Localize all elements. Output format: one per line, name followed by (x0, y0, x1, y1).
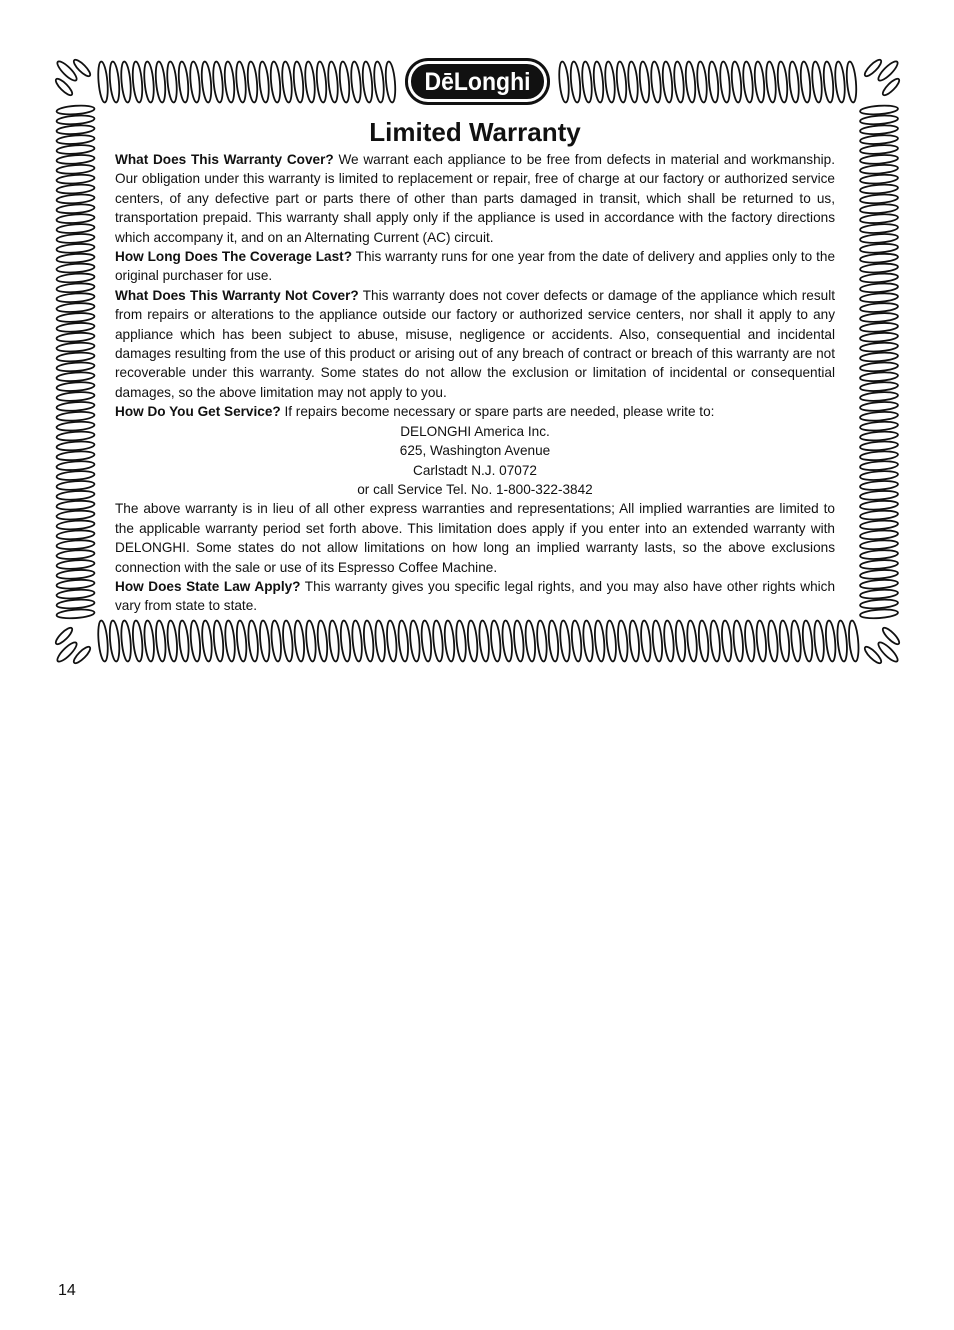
section-body: This warranty runs for one year from the date of delivery and applies only to the original purchaser for use. (115, 249, 835, 284)
border-loop-left (56, 569, 94, 580)
border-loop-left (56, 253, 94, 264)
border-loop-right (860, 549, 898, 560)
border-loop-top (788, 61, 800, 103)
section-state-law (115, 577, 835, 616)
border-loop-left (56, 154, 94, 165)
section-exclusions (115, 286, 835, 402)
border-loop-bottom (744, 620, 756, 662)
border-loop-bottom (201, 620, 213, 662)
border-loop-top (558, 61, 570, 103)
section-coverage-duration (115, 247, 835, 286)
border-loop-bottom (131, 620, 143, 662)
border-loop-bottom (420, 620, 432, 662)
border-loop-bottom (270, 620, 282, 662)
border-loop-right (860, 510, 898, 521)
border-loop-bottom (97, 620, 109, 662)
border-loop-bottom (801, 620, 813, 662)
border-loop-right (860, 529, 898, 540)
border-loop-top (269, 61, 281, 103)
address-company: DELONGHI America Inc. (400, 423, 550, 439)
border-loop-top (581, 61, 593, 103)
border-loop-left (56, 104, 94, 115)
border-loop-left (56, 470, 94, 481)
border-loop-left (56, 292, 94, 303)
border-loop-top (742, 61, 754, 103)
border-loop-right (860, 411, 898, 422)
border-loop-left (56, 361, 94, 372)
border-loop-bottom (155, 620, 167, 662)
border-loop-left (56, 332, 94, 343)
border-loop-bottom (617, 620, 629, 662)
border-loop-left (56, 579, 94, 590)
border-loop-left (56, 272, 94, 283)
border-loop-top (661, 61, 673, 103)
border-loop-top (143, 61, 155, 103)
border-loop-top (650, 61, 662, 103)
border-loop-right (860, 124, 898, 135)
border-loop-bottom (582, 620, 594, 662)
border-loop-right (860, 184, 898, 195)
border-loop-top (246, 61, 258, 103)
border-loop-bottom (386, 620, 398, 662)
section-heading: How Do You Get Service? (115, 404, 281, 420)
border-loop-right (860, 579, 898, 590)
border-loop-left (56, 440, 94, 451)
border-loop-top (189, 61, 201, 103)
border-loop-right (860, 490, 898, 501)
border-loop-left (56, 371, 94, 382)
border-loop-right (860, 263, 898, 274)
border-loop-top (131, 61, 143, 103)
logo-wordmark: DēLonghi (424, 68, 531, 96)
border-loop-right (860, 164, 898, 175)
border-loop-left (56, 450, 94, 461)
border-loop-left (56, 193, 94, 204)
border-loop-bottom (432, 620, 444, 662)
border-loop-right (860, 470, 898, 481)
border-loop-bottom (848, 620, 860, 662)
border-loop-right (860, 332, 898, 343)
border-loop-top (684, 61, 696, 103)
border-loop-bottom (328, 620, 340, 662)
border-loop-left (56, 381, 94, 392)
border-loop-bottom (120, 620, 132, 662)
border-loop-bottom (189, 620, 201, 662)
border-loop-left (56, 282, 94, 293)
border-loop-bottom (178, 620, 190, 662)
border-loop-right (860, 421, 898, 432)
border-loop-right (860, 312, 898, 323)
border-loop-bottom (212, 620, 224, 662)
border-loop-bottom (790, 620, 802, 662)
border-loop-left (56, 312, 94, 323)
border-loop-right (860, 381, 898, 392)
border-loop-right (860, 519, 898, 530)
border-loop-bottom (767, 620, 779, 662)
border-loop-bottom (755, 620, 767, 662)
service-phone: or call Service Tel. No. 1-800-322-3842 (357, 481, 593, 497)
border-loop-right (860, 322, 898, 333)
section-heading: What Does This Warranty Cover? (115, 152, 334, 167)
border-loop-left (56, 184, 94, 195)
border-loop-left (56, 411, 94, 422)
border-loop-left (56, 203, 94, 214)
border-loop-bottom (697, 620, 709, 662)
address-city: Carlstadt N.J. 07072 (413, 462, 537, 478)
border-loop-top (776, 61, 788, 103)
border-loop-left (56, 401, 94, 412)
border-loop-right (860, 193, 898, 204)
address-street: 625, Washington Avenue (399, 443, 551, 459)
border-loop-right (860, 282, 898, 293)
border-loop-top (384, 61, 396, 103)
border-loop-left (56, 549, 94, 560)
border-loop-top (753, 61, 765, 103)
border-loop-bottom (490, 620, 502, 662)
border-loop-left (56, 500, 94, 511)
border-loop-left (56, 263, 94, 274)
border-loop-bottom (721, 620, 733, 662)
border-loop-bottom (513, 620, 525, 662)
page-number: 14 (58, 1282, 76, 1299)
border-loop-top (604, 61, 616, 103)
border-loop-left (56, 539, 94, 550)
border-loop-top (327, 61, 339, 103)
border-loop-top (223, 61, 235, 103)
border-loop-left (56, 233, 94, 244)
border-loop-left (56, 490, 94, 501)
border-loop-left (56, 134, 94, 145)
border-loop-right (860, 569, 898, 580)
border-loop-right (860, 351, 898, 362)
border-loop-bottom (536, 620, 548, 662)
border-loop-top (315, 61, 327, 103)
border-loop-bottom (316, 620, 328, 662)
border-loop-top (235, 61, 247, 103)
border-loop-top (627, 61, 639, 103)
border-loop-bottom (362, 620, 374, 662)
section-service (115, 402, 835, 421)
border-loop-bottom (305, 620, 317, 662)
border-loop-bottom (524, 620, 536, 662)
border-loop-bottom (651, 620, 663, 662)
border-loop-left (56, 480, 94, 491)
border-loop-left (56, 460, 94, 471)
border-loop-right (860, 450, 898, 461)
border-loop-right (860, 401, 898, 412)
section-heading: What Does This Warranty Not Cover? (115, 287, 359, 303)
border-loop-top (569, 61, 581, 103)
border-loop-top (615, 61, 627, 103)
border-loop-right (860, 213, 898, 224)
border-loop-right (860, 174, 898, 185)
section-body: If repairs become necessary or spare parts are needed, please write to: (284, 404, 715, 420)
border-loop-top (212, 61, 224, 103)
border-loop-top (281, 61, 293, 103)
border-loop-top (592, 61, 604, 103)
border-loop-right (860, 203, 898, 214)
border-loop-top (638, 61, 650, 103)
border-loop-top (834, 61, 846, 103)
border-loop-bottom (640, 620, 652, 662)
border-loop-left (56, 322, 94, 333)
section-body: This warranty does not cover defects or damage of the appliance which result from repairs or alterations to the appliance outside our factory or authorized service centers, nor shall it apply to any appliance which has been subject to abuse, misuse, negligence or accidents. Also, consequential and incidental damages resulting from the use of this product or arising out of any breach of contract or breach of this warranty are not recoverable under this warranty. Some states do not allow the exclusion or limitation of incidental or consequential damages, so the above limitation may not apply to you. (115, 287, 835, 400)
border-loop-right (860, 233, 898, 244)
border-loop-bottom (501, 620, 513, 662)
border-loop-right (860, 342, 898, 353)
border-loop-right (860, 223, 898, 234)
border-loop-top (822, 61, 834, 103)
border-loop-left (56, 529, 94, 540)
border-loop-bottom (293, 620, 305, 662)
border-loop-bottom (559, 620, 571, 662)
border-loop-bottom (813, 620, 825, 662)
border-loop-top (799, 61, 811, 103)
section-body: This warranty gives you specific legal rights, and you may also have other rights which vary from state to state. (115, 578, 836, 614)
implied-warranty-paragraph: The above warranty is in lieu of all other express warranties and representations; All implied warranties are limited to the applicable warranty period set forth above. This limitation does apply if you enter into an extended warranty with DELONGHI. Some states do not allow limitations on how long an implied warranty lasts, so the above exclusions connection with the sale or use of its Espresso Coffee Machine. (115, 501, 835, 575)
delonghi-logo (405, 58, 550, 105)
border-loop-left (56, 164, 94, 175)
border-loop-bottom (224, 620, 236, 662)
border-loop-right (860, 500, 898, 511)
border-loop-right (860, 371, 898, 382)
border-loop-bottom (778, 620, 790, 662)
border-loop-left (56, 510, 94, 521)
border-loop-top (811, 61, 823, 103)
border-loop-left (56, 302, 94, 313)
border-loop-right (860, 361, 898, 372)
border-loop-right (860, 114, 898, 125)
page-title: Limited Warranty (369, 117, 581, 147)
border-loop-bottom (166, 620, 178, 662)
border-loop-right (860, 559, 898, 570)
border-loop-top (120, 61, 132, 103)
border-loop-bottom (570, 620, 582, 662)
border-loop-right (860, 144, 898, 155)
border-loop-top (373, 61, 385, 103)
border-loop-bottom (443, 620, 455, 662)
border-loop-left (56, 342, 94, 353)
border-loop-top (292, 61, 304, 103)
border-loop-right (860, 104, 898, 115)
border-loop-top (707, 61, 719, 103)
border-loop-bottom (836, 620, 848, 662)
border-loop-left (56, 559, 94, 570)
border-loop-bottom (547, 620, 559, 662)
border-loop-top (154, 61, 166, 103)
border-loop-bottom (351, 620, 363, 662)
border-loop-bottom (686, 620, 698, 662)
border-loop-right (860, 539, 898, 550)
border-loop-bottom (466, 620, 478, 662)
border-loop-top (361, 61, 373, 103)
warranty-text (115, 150, 835, 616)
service-address (115, 422, 835, 500)
border-loop-top (97, 61, 109, 103)
border-loop-right (860, 431, 898, 442)
border-loop-top (200, 61, 212, 103)
border-loop-top (258, 61, 270, 103)
border-loop-top (673, 61, 685, 103)
border-loop-bottom (374, 620, 386, 662)
border-loop-right (860, 134, 898, 145)
border-loop-left (56, 124, 94, 135)
border-loop-top (719, 61, 731, 103)
border-loop-bottom (732, 620, 744, 662)
border-loop-left (56, 223, 94, 234)
border-loop-bottom (235, 620, 247, 662)
border-loop-left (56, 144, 94, 155)
border-loop-right (860, 598, 898, 609)
border-loop-left (56, 589, 94, 600)
border-loop-bottom (108, 620, 120, 662)
border-loop-top (338, 61, 350, 103)
border-loop-bottom (143, 620, 155, 662)
border-loop-left (56, 598, 94, 609)
border-loop-right (860, 292, 898, 303)
border-loop-left (56, 243, 94, 254)
border-loop-top (765, 61, 777, 103)
border-loop-top (177, 61, 189, 103)
border-loop-top (845, 61, 857, 103)
border-loop-left (56, 213, 94, 224)
border-loop-top (350, 61, 362, 103)
border-loop-top (304, 61, 316, 103)
border-loop-bottom (663, 620, 675, 662)
border-loop-top (696, 61, 708, 103)
border-loop-right (860, 272, 898, 283)
section-coverage (115, 150, 835, 247)
border-loop-bottom (824, 620, 836, 662)
border-loop-left (56, 519, 94, 530)
border-loop-right (860, 243, 898, 254)
border-loop-right (860, 253, 898, 264)
border-loop-bottom (409, 620, 421, 662)
border-loop-bottom (593, 620, 605, 662)
border-loop-right (860, 154, 898, 165)
border-loop-right (860, 480, 898, 491)
border-loop-bottom (709, 620, 721, 662)
border-loop-left (56, 421, 94, 432)
border-loop-bottom (397, 620, 409, 662)
section-heading: How Does State Law Apply? (115, 578, 301, 594)
border-loop-bottom (478, 620, 490, 662)
border-loop-left (56, 174, 94, 185)
section-body: We warrant each appliance to be free from defects in material and workmanship. Our obligation under this warranty is limited to replacement or repair, free of charge at our factory or authorized service centers, of any defective part or parts there of other than parts damaged in transit, which shall be returned to us, transportation prepaid. This warranty shall apply only if the appliance is used in accordance with the factory directions which accompany it, and on an Alternating Current (AC) circuit. (115, 152, 836, 245)
border-loop-right (860, 608, 898, 619)
border-loop-right (860, 391, 898, 402)
border-loop-left (56, 351, 94, 362)
border-loop-left (56, 431, 94, 442)
border-loop-right (860, 302, 898, 313)
border-loop-bottom (628, 620, 640, 662)
border-loop-bottom (259, 620, 271, 662)
border-loop-bottom (339, 620, 351, 662)
border-loop-bottom (247, 620, 259, 662)
border-loop-right (860, 440, 898, 451)
border-loop-left (56, 391, 94, 402)
border-loop-bottom (455, 620, 467, 662)
border-loop-top (108, 61, 120, 103)
section-heading: How Long Does The Coverage Last? (115, 249, 353, 265)
border-loop-right (860, 589, 898, 600)
border-loop-left (56, 114, 94, 125)
border-loop-top (730, 61, 742, 103)
border-loop-bottom (605, 620, 617, 662)
border-loop-left (56, 608, 94, 619)
border-loop-bottom (282, 620, 294, 662)
border-loop-top (166, 61, 178, 103)
border-loop-right (860, 460, 898, 471)
border-loop-bottom (674, 620, 686, 662)
